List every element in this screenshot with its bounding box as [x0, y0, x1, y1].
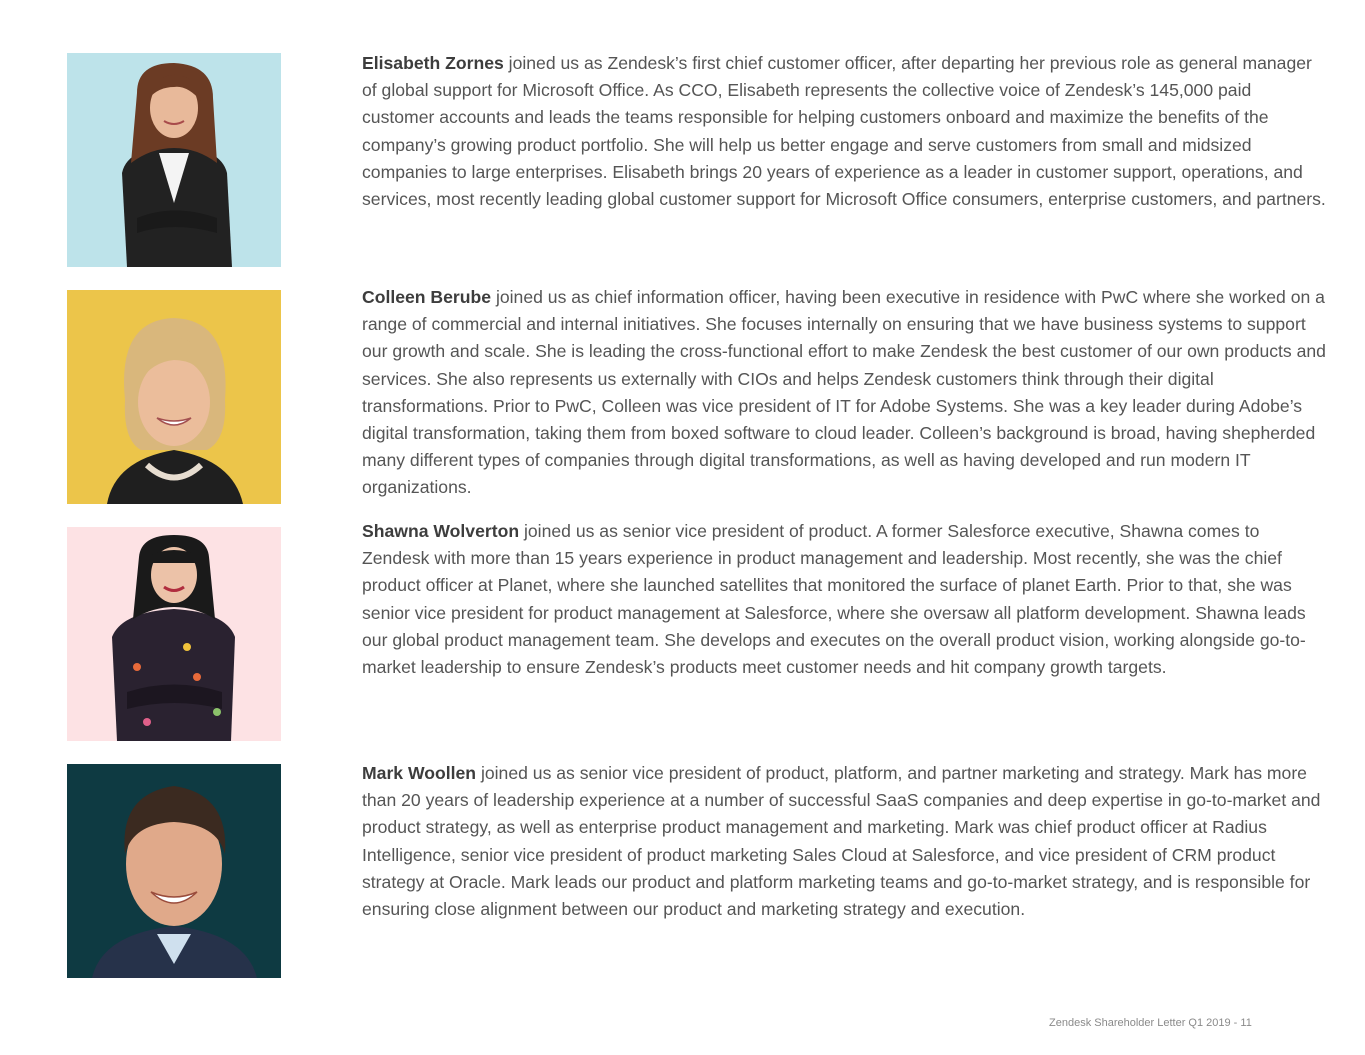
bio-text: joined us as senior vice president of product. A former Salesforce executive, Shawna comes to Zendesk with more than 15 years experience in product management and leadership. Most recently, she was the chief product officer at Planet, where she launched satellites that monitored the surface of planet Earth. Prior to that, she was senior vice president for product management at Salesforce, where she oversaw all platform development. Shawna leads our global product management team. She develops and executes on the overall product vision, working alongside go-to-market leadership to ensure Zendesk’s products meet customer needs and hit company growth targets.: [362, 521, 1306, 678]
bio-colleen-berube: [362, 284, 1327, 502]
bio-shawna-wolverton: [362, 518, 1327, 681]
bio-text: joined us as chief information officer, having been executive in residence with PwC where she worked on a range of commercial and internal initiatives. She focuses internally on ensuring that we have business systems to support our growth and scale. She is leading the cross-functional effort to make Zendesk the best customer of our own products and services. She also represents us externally with CIOs and helps Zendesk customers think through their digital transformations. Prior to PwC, Colleen was vice president of IT for Adobe Systems. She was a key leader during Adobe’s digital transformation, taking them from boxed software to cloud leader. Colleen’s background is broad, having shepherded many different types of companies through digital transformations, as well as having developed and run modern IT organizations.: [362, 287, 1326, 498]
portrait-elisabeth-zornes: [67, 53, 281, 267]
person-name: Mark Woollen: [362, 763, 477, 783]
bio-text: joined us as senior vice president of product, platform, and partner marketing and strategy. Mark has more than 20 years of leadership experience at a number of successful SaaS companies and deep expertise in go-to-market and product strategy, as well as enterprise product management and marketing. Mark was chief product officer at Radius Intelligence, senior vice president of product marketing Sales Cloud at Salesforce, and vice president of CRM product strategy at Oracle. Mark leads our product and platform marketing teams and go-to-market strategy, and is responsible for ensuring close alignment between our product and marketing strategy and execution.: [362, 763, 1321, 920]
person-name: Colleen Berube: [362, 287, 492, 307]
portrait-shawna-wolverton: [67, 527, 281, 741]
portrait-mark-woollen: [67, 764, 281, 978]
person-name: Shawna Wolverton: [362, 521, 520, 541]
bio-mark-woollen: [362, 760, 1327, 923]
bio-elisabeth-zornes: [362, 50, 1327, 213]
person-name: Elisabeth Zornes: [362, 53, 504, 73]
portrait-colleen-berube: [67, 290, 281, 504]
page-footer: Zendesk Shareholder Letter Q1 2019 - 11: [1049, 1017, 1252, 1029]
bio-text: joined us as Zendesk’s first chief customer officer, after departing her previous role as general manager of global support for Microsoft Office. As CCO, Elisabeth represents the collective voice of Zendesk’s 145,000 paid customer accounts and leads the teams responsible for helping customers onboard and maximize the benefits of the company’s growing product portfolio. She will help us better engage and serve customers from small and midsized companies to large enterprises. Elisabeth brings 20 years of experience as a leader in customer support, operations, and services, most recently leading global customer support for Microsoft Office consumers, enterprise customers, and partners.: [362, 53, 1326, 210]
